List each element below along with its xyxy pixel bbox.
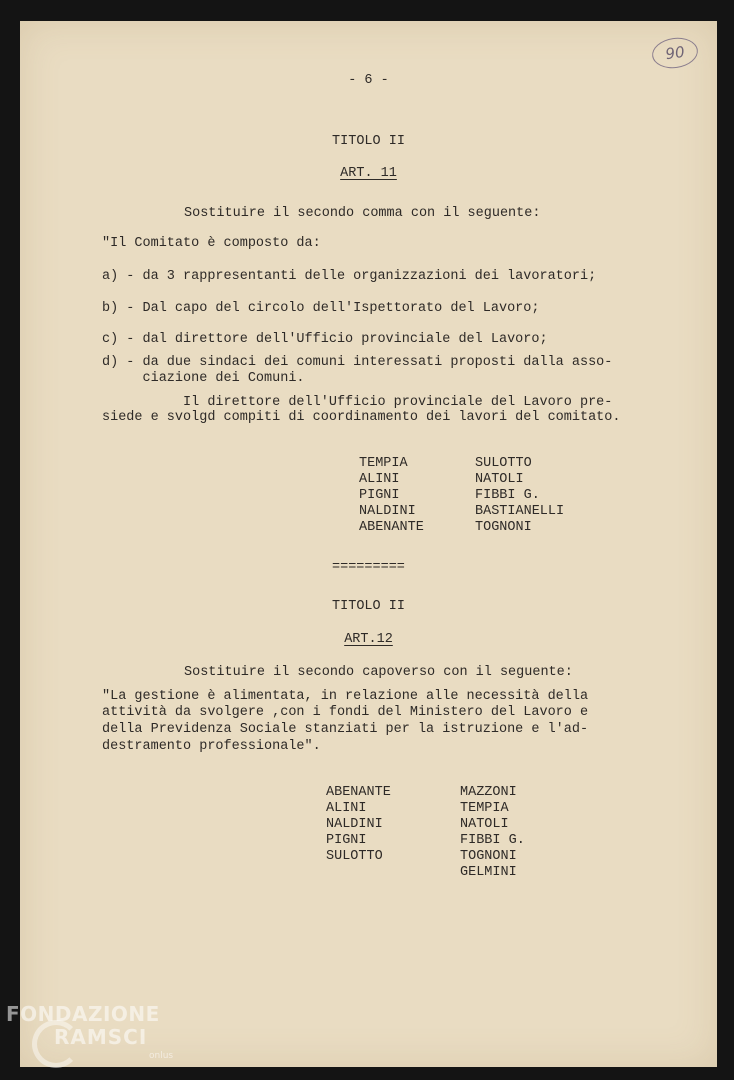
watermark-line2: RAMSCI [54,1025,148,1049]
page-number: - 6 - [348,73,389,88]
signatory: PIGNI [359,488,400,503]
signatory: NATOLI [475,472,524,487]
section1-signatories-right [475,456,564,536]
signatory: NATOLI [460,817,509,832]
section2-line-2: della Previdenza Sociale stanziati per la istruzione e l'ad- [102,722,589,737]
section2-signatories-right [460,785,525,881]
section1-line-5: ciazione dei Comuni. [102,371,305,386]
section2-article-heading [20,632,717,648]
section1-signatories-left [359,456,424,536]
section1-line-6: Il direttore dell'Ufficio provinciale del Lavoro pre- [102,395,613,410]
section1-intro: Sostituire il secondo comma con il seguente: [184,206,541,221]
section1-art: ART. 11 [340,166,397,181]
section2-line-0: "La gestione è alimentata, in relazione alle necessità della [102,689,589,704]
signatory: ALINI [326,801,367,816]
signatory: PIGNI [326,833,367,848]
signatory: BASTIANELLI [475,504,565,519]
archive-page-mark: 90 [650,35,700,71]
section1-article-heading [20,166,717,182]
signatory: GELMINI [460,865,517,880]
signatory: TOGNONI [475,520,532,535]
signatory: SULOTTO [475,456,532,471]
signatory: ABENANTE [359,520,424,535]
signatory: FIBBI G. [460,833,525,848]
signatory: SULOTTO [326,849,383,864]
section2-intro: Sostituire il secondo capoverso con il seguente: [184,665,573,680]
signatory: ALINI [359,472,400,487]
section1-line-7: siede e svolgd compiti di coordinamento dei lavori del comitato. [102,410,621,425]
section2-line-1: attività da svolgere ,con i fondi del Ministero del Lavoro e [102,705,589,720]
watermark-line3: onlus [149,1051,174,1061]
document-page [20,21,717,1067]
section2-signatories-left [326,785,391,865]
signatory: NALDINI [359,504,416,519]
section1-line-3: c) - dal direttore dell'Ufficio provinciale del Lavoro; [102,332,548,347]
fondazione-gramsci-watermark [6,1000,206,1076]
section1-line-2: b) - Dal capo del circolo dell'Ispettorato del Lavoro; [102,301,540,316]
signatory: NALDINI [326,817,383,832]
watermark-line1: FONDAZIONE [6,1002,160,1026]
signatory: TOGNONI [460,849,517,864]
section1-line-4: d) - da due sindaci dei comuni interessati proposti dalla asso- [102,355,613,370]
signatory: TEMPIA [460,801,509,816]
section2-art: ART.12 [344,632,393,647]
section2-line-3: destramento professionale". [102,739,321,754]
section1-titolo: TITOLO II [332,134,405,149]
signatory: MAZZONI [460,785,517,800]
section1-line-0: "Il Comitato è composto da: [102,236,321,251]
section2-titolo: TITOLO II [332,599,405,614]
section1-line-1: a) - da 3 rappresentanti delle organizzazioni dei lavoratori; [102,269,597,284]
signatory: ABENANTE [326,785,391,800]
separator: ========= [332,560,405,575]
signatory: FIBBI G. [475,488,540,503]
signatory: TEMPIA [359,456,408,471]
